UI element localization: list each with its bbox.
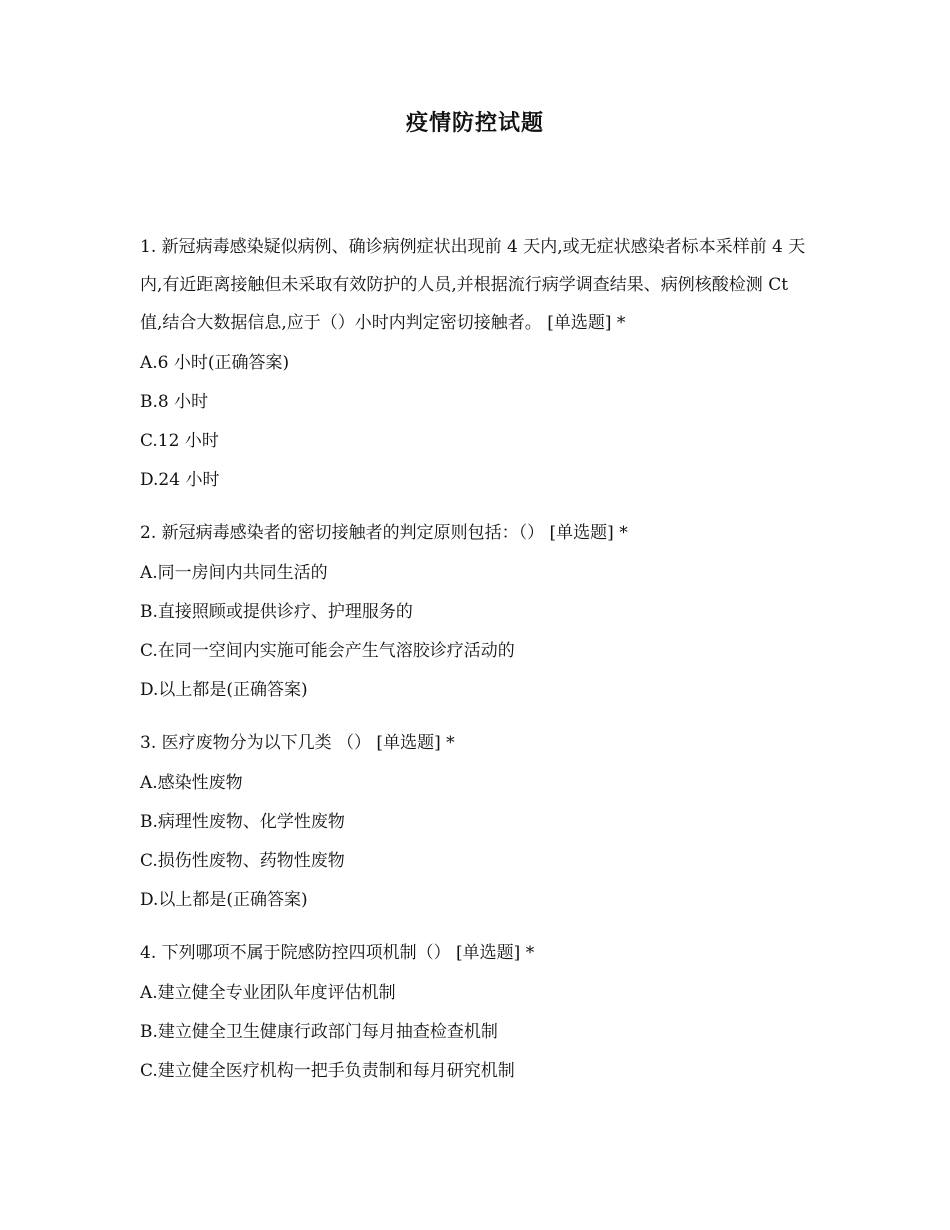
option-b: B.8 小时 — [140, 392, 209, 412]
question-3 — [140, 724, 810, 920]
question-1 — [140, 228, 810, 500]
option-a: A.6 小时(正确答案) — [140, 353, 290, 373]
option-a: A.感染性废物 — [140, 773, 243, 793]
option-b: B.建立健全卫生健康行政部门每月抽查检查机制 — [140, 1022, 498, 1042]
option-d: D.以上都是(正确答案) — [140, 890, 308, 910]
document-title: 疫情防控试题 — [405, 111, 544, 136]
option-b: B.直接照顾或提供诊疗、护理服务的 — [140, 602, 413, 622]
option-a: A.同一房间内共同生活的 — [140, 563, 328, 583]
option-c: C.在同一空间内实施可能会产生气溶胶诊疗活动的 — [140, 641, 515, 661]
option-c: C.12 小时 — [140, 431, 219, 451]
option-b: B.病理性废物、化学性废物 — [140, 812, 345, 832]
question-stem: 2. 新冠病毒感染者的密切接触者的判定原则包括：（） [单选题] * — [140, 523, 628, 543]
option-c: C.损伤性废物、药物性废物 — [140, 851, 345, 871]
question-stem: 4. 下列哪项不属于院感防控四项机制（） [单选题] * — [140, 943, 535, 963]
question-4 — [140, 934, 810, 1091]
option-a: A.建立健全专业团队年度评估机制 — [140, 983, 396, 1003]
question-stem: 3. 医疗废物分为以下几类 （） [单选题] * — [140, 733, 455, 753]
option-d: D.24 小时 — [140, 470, 220, 490]
option-c: C.建立健全医疗机构一把手负责制和每月研究机制 — [140, 1061, 515, 1081]
option-d: D.以上都是(正确答案) — [140, 680, 308, 700]
question-list — [140, 228, 810, 1105]
question-stem: 1. 新冠病毒感染疑似病例、确诊病例症状出现前 4 天内,或无症状感染者标本采样前 4 天内,有近距离接触但未采取有效防护的人员,并根据流行病学调查结果、病例核酸检测 Ct 值,结合大数据信息,应于（）小时内判定密切接触者。 [单选题] * — [140, 237, 806, 333]
question-2 — [140, 514, 810, 710]
